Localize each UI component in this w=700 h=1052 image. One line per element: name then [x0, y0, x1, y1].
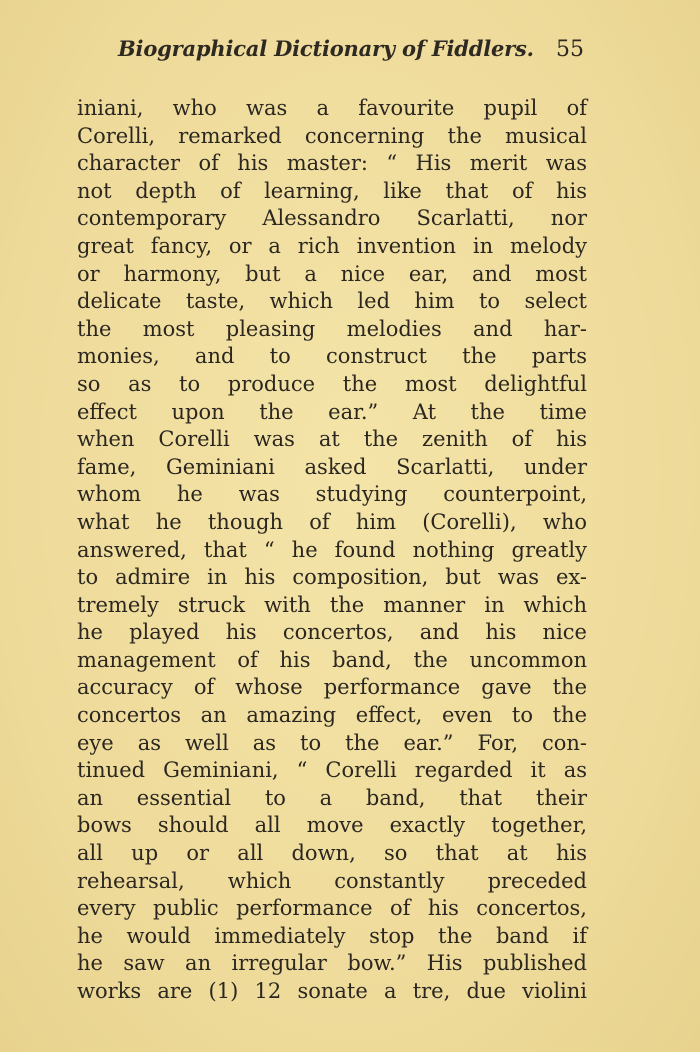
text-line: answered, that “ he found nothing greatly: [77, 537, 587, 562]
text-line: he would immediately stop the band if: [77, 923, 587, 948]
running-head: [118, 36, 598, 76]
text-line: works are (1) 12 sonate a tre, due violini: [77, 979, 587, 1003]
text-line: tinued Geminiani, “ Corelli regarded it as: [77, 758, 587, 783]
text-line: whom he was studying counterpoint,: [77, 482, 587, 507]
text-line: management of his band, the uncommon: [77, 647, 587, 672]
text-line: eye as well as to the ear.” For, con-: [77, 730, 587, 755]
text-line: or harmony, but a nice ear, and most: [77, 261, 587, 286]
text-line: every public performance of his concertos,: [77, 896, 587, 921]
text-line: bows should all move exactly together,: [77, 813, 587, 838]
text-line: he played his concertos, and his nice: [77, 620, 587, 645]
text-line: he saw an irregular bow.” His published: [77, 951, 587, 976]
body-text: [77, 95, 587, 1006]
text-line: tremely struck with the manner in which: [77, 592, 587, 617]
text-line: character of his master: “ His merit was: [77, 151, 587, 176]
text-line: contemporary Alessandro Scarlatti, nor: [77, 206, 587, 231]
text-line: all up or all down, so that at his: [77, 841, 587, 866]
text-line: concertos an amazing effect, even to the: [77, 703, 587, 728]
page-number: 55: [556, 37, 584, 62]
text-line: accuracy of whose performance gave the: [77, 675, 587, 700]
text-line: what he though of him (Corelli), who: [77, 509, 587, 534]
text-line: an essential to a band, that their: [77, 785, 587, 810]
text-line: when Corelli was at the zenith of his: [77, 427, 587, 452]
text-line: not depth of learning, like that of his: [77, 178, 587, 203]
text-line: fame, Geminiani asked Scarlatti, under: [77, 454, 587, 479]
text-line: great fancy, or a rich invention in melody: [77, 233, 587, 258]
text-line: the most pleasing melodies and har-: [77, 316, 587, 341]
text-line: Corelli, remarked concerning the musical: [77, 123, 587, 148]
text-line: to admire in his composition, but was ex-: [77, 565, 587, 590]
text-line: iniani, who was a favourite pupil of: [77, 96, 587, 120]
text-line: so as to produce the most delightful: [77, 371, 587, 396]
text-line: monies, and to construct the parts: [77, 344, 587, 369]
text-line: delicate taste, which led him to select: [77, 289, 587, 314]
text-line: effect upon the ear.” At the time: [77, 399, 587, 424]
text-line: rehearsal, which constantly preceded: [77, 868, 587, 893]
running-title: Biographical Dictionary of Fiddlers.: [118, 36, 534, 61]
